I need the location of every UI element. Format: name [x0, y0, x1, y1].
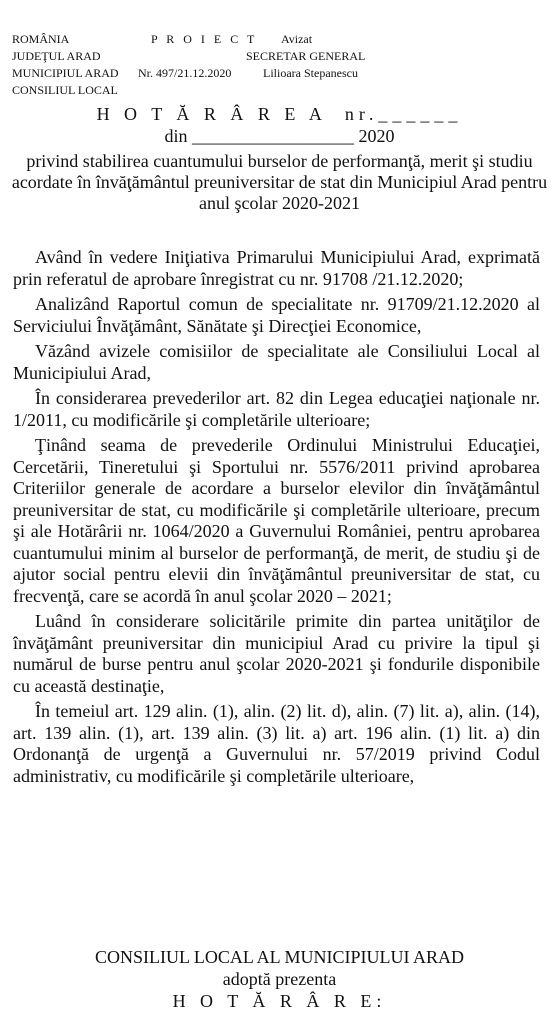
issuer-country: ROMÂNIA — [12, 32, 70, 46]
preamble — [13, 247, 540, 791]
approval-label: Avizat — [281, 32, 313, 46]
registration-number: Nr. 497/21.12.2020 — [138, 66, 232, 80]
secretary-title: SECRETAR GENERAL — [246, 49, 366, 63]
paragraph-education-law: În considerarea prevederilor art. 82 din Legea educaţiei naţionale nr. 1/2011, cu modificările şi completările ulterioare; — [13, 388, 540, 430]
issuer-municipality: MUNICIPIUL ARAD — [12, 66, 119, 80]
issuer-block — [12, 31, 119, 99]
issuer-council: CONSILIUL LOCAL — [12, 83, 118, 97]
paragraph-initiative: Având în vedere Iniţiativa Primarului Municipiului Arad, exprimată prin referatul de aprobare înregistrat cu nr. 91708 /21.12.2020; — [13, 247, 540, 289]
adopts-line: adoptă prezenta — [222, 969, 337, 989]
decision-date-line: din __________________ 2020 — [164, 126, 395, 146]
paragraph-ministry-order: Ţinând seama de prevederile Ordinului Ministrului Educaţiei, Cercetării, Tineretului şi Sportului nr. 5576/2011 privind aprobarea Criteriilor generale de acordare a burselor elevilor din învăţământul preuniversitar de stat, cu modificările şi completările ulterioare, precum şi ale Hotărârii nr. 1064/2020 a Guvernului României, pentru aprobarea cuantumului minim al burselor de performanţă, de merit, de studiu şi de ajutor social pentru elevii din învăţământul preuniversitar de stat, cu frecvenţă, care se acordă în anul şcolar 2020 – 2021; — [13, 435, 540, 606]
decision-subject: privind stabilirea cuantumului burselor de performanţă, merit şi studiu acordate în învăţământul preuniversitar de stat din Municipiul Arad pentru anul şcolar 2020-2021 — [11, 151, 548, 213]
paragraph-report: Analizând Raportul comun de specialitate nr. 91709/21.12.2020 al Serviciului Învăţământ, Sănătate şi Direcţiei Economice, — [13, 294, 540, 336]
issuer-county: JUDEŢUL ARAD — [12, 49, 101, 63]
adoption-block — [0, 946, 559, 1012]
decision-word: H O T Ă R Â R E: — [172, 991, 387, 1011]
paragraph-committees: Văzând avizele comisiilor de specialitate ale Consiliului Local al Municipiului Arad, — [13, 341, 540, 383]
decision-heading: H O T Ă R Â R E A nr.______ — [96, 104, 463, 124]
project-label: P R O I E C T — [151, 32, 258, 46]
council-name: CONSILIUL LOCAL AL MUNICIPIULUI ARAD — [95, 947, 464, 967]
paragraph-legal-basis: În temeiul art. 129 alin. (1), alin. (2) lit. d), alin. (7) lit. a), alin. (14), art. 139 alin. (1), art. 139 alin. (3) lit. a) art. 196 alin. (1) lit. a) din Ordonanţă de urgenţă a Guvernului nr. 57/2019 privind Codul administrativ, cu modificările şi completările ulterioare, — [13, 701, 540, 786]
secretary-name: Lilioara Stepanescu — [263, 66, 358, 80]
paragraph-requests: Luând în considerare solicitările primite din partea unităţilor de învăţământ preuniversitar din municipiul Arad cu privire la tipul şi numărul de burse pentru anul şcolar 2020-2021 şi fondurile disponibile cu această destinaţie, — [13, 611, 540, 696]
decision-title — [0, 103, 559, 147]
